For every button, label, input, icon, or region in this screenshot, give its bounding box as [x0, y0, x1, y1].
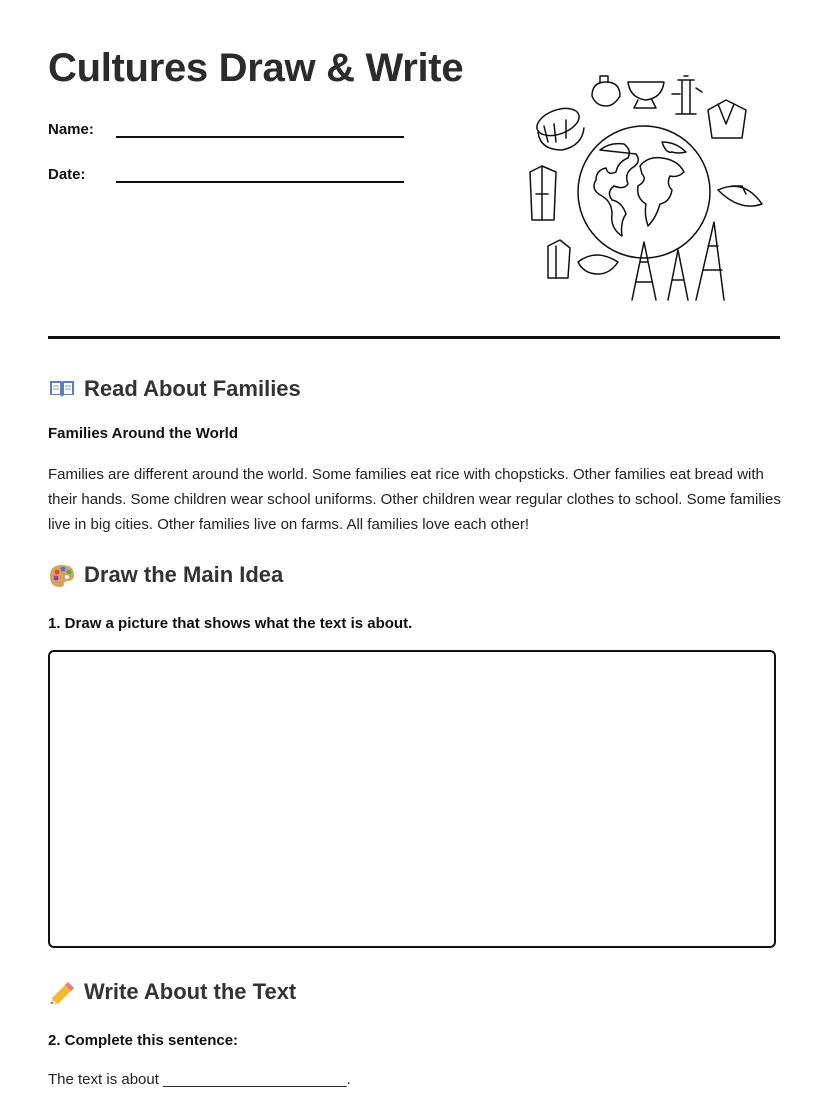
artist-palette-icon [48, 563, 76, 587]
name-field [48, 118, 404, 138]
name-label: Name: [48, 121, 94, 138]
draw-prompt: 1. Draw a picture that shows what the text is about. [48, 615, 413, 632]
sentence-end: . [346, 1071, 351, 1088]
write-prompt: 2. Complete this sentence: [48, 1032, 239, 1049]
jacket-icon [548, 240, 570, 278]
sentence-start: The text is about [48, 1071, 164, 1088]
kimono-icon [708, 100, 746, 138]
open-book-icon [48, 377, 76, 401]
date-field [48, 163, 404, 183]
robe-icon [530, 166, 556, 220]
monument-icon [672, 76, 702, 114]
draw-section-heading [48, 562, 283, 588]
hat-icon [718, 186, 762, 206]
name-writing-line [116, 118, 404, 138]
date-label: Date: [48, 166, 86, 183]
read-section-heading [48, 376, 301, 402]
teapot-icon [592, 76, 620, 106]
story-text: Families are different around the world. Some families eat rice with chopsticks. Other families eat bread with their hands. Some children wear school uniforms. Other children wear regular clothes to school. Some families live in big cities. Other families live on farms. All families love each other! [48, 466, 781, 533]
bowl-icon [628, 82, 664, 108]
sentence-blank[interactable]: ______________________ [163, 1071, 347, 1088]
drum-icon [533, 103, 584, 150]
write-heading-text: Write About the Text [84, 979, 297, 1004]
globe-with-cultural-items-icon [522, 74, 770, 306]
pencil-icon [48, 980, 76, 1004]
draw-heading-text: Draw the Main Idea [84, 562, 284, 587]
story-title: Families Around the World [48, 425, 239, 442]
drawing-area[interactable] [48, 650, 776, 948]
header-divider [48, 336, 780, 339]
read-heading-text: Read About Families [84, 376, 301, 401]
date-writing-line [116, 163, 404, 183]
worksheet-title: Cultures Draw & Write [48, 46, 464, 90]
beret-icon [578, 255, 618, 274]
sentence-completion [48, 1071, 351, 1088]
write-section-heading [48, 979, 296, 1005]
